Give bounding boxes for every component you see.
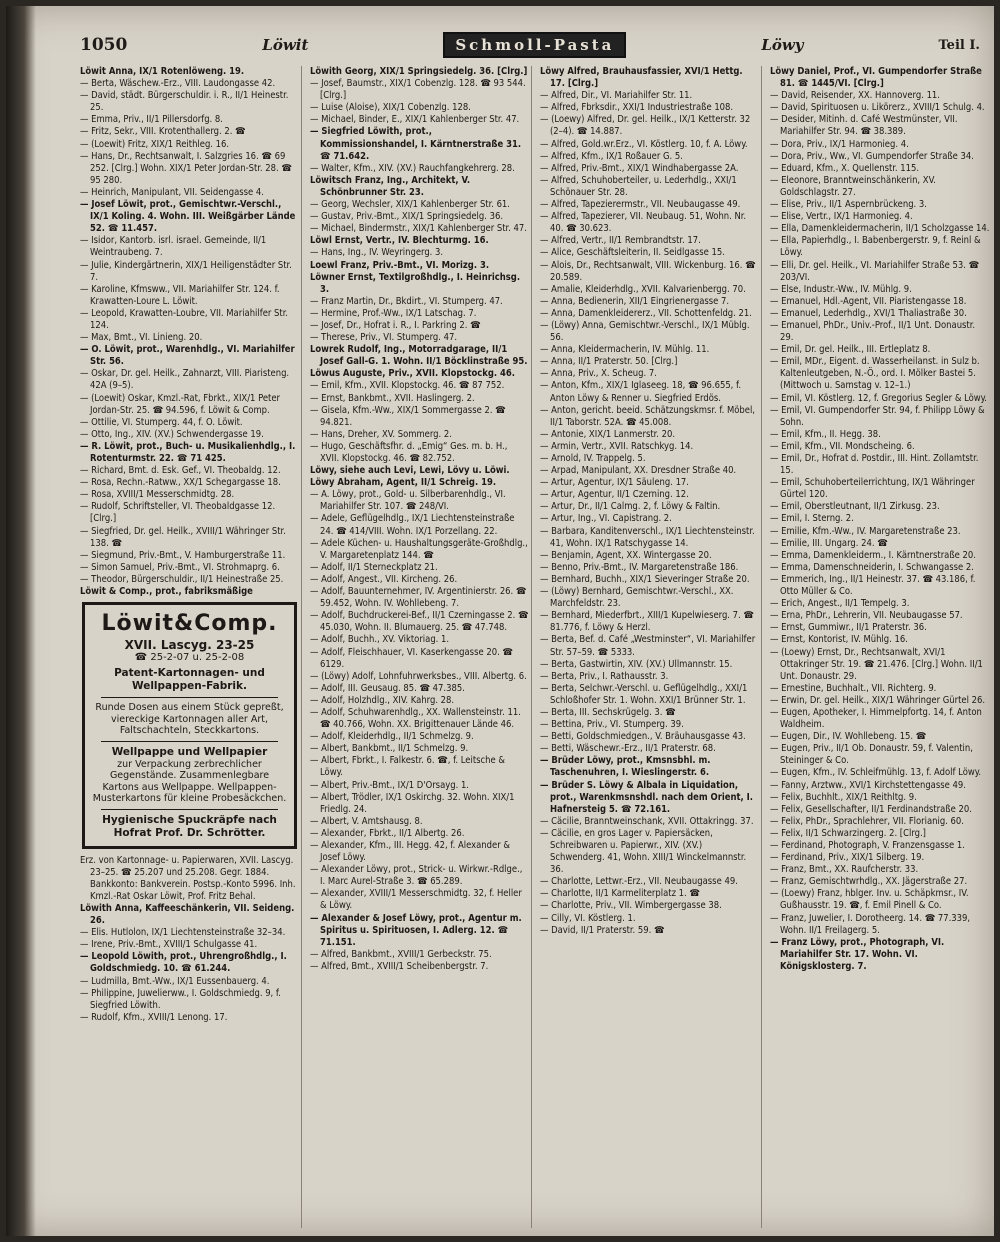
directory-entry: — Else, Industr.-Ww., IV. Mühlg. 9. [770,283,912,295]
directory-entry: — Emil, MDr., Eigent. d. Wasserheilanst. in Sulz b. Kaltenleutgeben, N.-Ö., ord. I. Mölker Bastei 5. (Mittwoch u. Samstag v. 12–1.) [770,356,980,392]
directory-entry: — Emil, Oberstleutnant, II/1 Zirkusg. 23. [770,501,940,513]
directory-entry: — Ferdinand, Photograph, V. Franzensgasse 1. [770,840,965,851]
directory-entry: — Berta, Selchwr.-Verschl. u. Geflügelhdlg., XXI/1 Schloßhofer Str. 1. Wohn. XXI/1 Brünner Str. 1. [540,682,748,706]
ad-heading-2: Wellpappe und Wellpapier [111,745,268,758]
directory-entry: — Alfred, Tapezierermstr., VII. Neubaugasse 49. [540,199,741,211]
directory-entry: — Felix, II/1 Schwarzingerg. 2. [Clrg.] [770,827,926,839]
directory-entry: Löwner Ernst, Textilgroßhdlg., I. Heinrichsg. 3. [310,271,521,295]
ad-divider [101,809,278,810]
directory-entry: — Adele, Geflügelhdlg., IX/1 Liechtensteinstraße 24. ☎ 414/VIII. Wohn. IX/1 Porzellang. 22. [310,513,515,537]
directory-entry: — (Loewy) Ernst, Dr., Rechtsanwalt, XVI/1 Ottakringer Str. 19. ☎ 21.476. [Clrg.] Wohn. II/1 Unt. Donaustr. 29. [770,646,983,682]
directory-entry: — Emil, VI. Köstlerg. 12, f. Gregorius Segler & Löwy. [770,392,987,404]
directory-entry: — A. Löwy, prot., Gold- u. Silberbarenhdlg., VI. Mariahilfer Str. 107. ☎ 248/VI. [310,489,506,513]
header-left-word: Löwit [262,36,309,54]
ad-phone: ☎ 25-2-07 u. 25-2-08 [134,652,245,664]
directory-entry: — Hans, Dr., Rechtsanwalt, I. Salzgries 16. ☎ 69 252. [Clrg.] Wohn. XIX/1 Peter Jordan-Str. 28. ☎ 95 280. [80,150,292,186]
ad-heading-3: Hygienische Spuckräpfe nach Hofrat Prof. Dr. Schrötter. [102,813,277,839]
directory-entry: — Barbara, Kanditenverschl., IX/1 Liechtensteinstr. 41, Wohn. IX/1 Ratschygasse 14. [540,525,755,549]
directory-entry: — Ernst, Kontorist, IV. Mühlg. 16. [770,634,908,646]
directory-entry: — Eugen, Dir., IV. Wohllebeng. 15. ☎ [770,731,927,743]
directory-entry: — Adele Küchen- u. Haushaltungsgeräte-Großhdlg., V. Margaretenplatz 144. ☎ [310,537,528,561]
directory-entry: — Alfred, Bmt., XVIII/1 Scheibenbergstr. 7. [310,960,489,972]
directory-entry: — Emilie, III. Ungarg. 24. ☎ [770,537,888,549]
directory-entry: — Ernst, Bankbmt., XVII. Haslingerg. 2. [310,392,475,404]
directory-entry: — Berta, Wäschew.-Erz., VIII. Laudongasse 42. [80,78,276,90]
directory-entry: Löwith Georg, XIX/1 Springsiedelg. 36. [Clrg.] [310,66,528,77]
directory-entry: — Emil, I. Sterng. 2. [770,513,854,525]
directory-entry: — Georg, Wechsler, XIX/1 Kahlenberger Str. 61. [310,199,510,211]
directory-entry: — Desider, Mitinh. d. Café Westmünster, VII. Mariahilfer Str. 94. ☎ 38.389. [770,114,958,138]
directory-entry: — David, städt. Bürgerschuldir. i. R., II/1 Heinestr. 25. [80,90,289,114]
directory-entry: — Alexander, Kfm., III. Hegg. 42, f. Alexander & Josef Löwy. [310,840,510,864]
directory-entry: — Adolf, Schuhwarenhdlg., XX. Wallensteinstr. 11. ☎ 40.766, Wohn. XX. Brigittenauer Lände 46. [310,706,521,731]
directory-entry: — Albert, Bankbmt., II/1 Schmelzg. 9. [310,743,469,755]
directory-entry: — Hans, Ing., IV. Weyringerg. 3. [310,247,444,259]
directory-entry: — Erwin, Dr. gel. Heilk., XIX/1 Währinger Gürtel 26. [770,694,985,706]
column-3 [540,66,762,1228]
directory-entry: — Alfred, Schuhoberteiler, u. Lederhdlg., XXI/1 Schönauer Str. 28. [540,174,737,198]
directory-entry: Löwy Abraham, Agent, II/1 Schreig. 19. [310,477,497,489]
directory-entry: — Adolf, Holzhdlg., XIV. Kahrg. 28. [310,694,455,706]
directory-entry: — Artur, Agentur, II/1 Czerning. 12. [540,489,689,501]
directory-entry: — Anna, Damenkleidererz., VII. Schottenfeldg. 21. [540,307,752,319]
directory-entry: — Rosa, XVIII/1 Messerschmidtg. 28. [80,489,235,501]
directory-entry: — Elise, Vertr., IX/1 Harmonieg. 4. [770,211,913,223]
directory-entry: — Bernhard, Buchh., XIX/1 Sieveringer Straße 20. [540,573,750,585]
ad-title: Löwit&Comp. [101,611,278,637]
directory-entry: — (Löwy) Adolf, Lohnfuhrwerksbes., VIII. Albertg. 6. [310,670,527,682]
header-part: Teil I. [938,37,980,53]
directory-entry: — Felix, Gesellschafter, II/1 Ferdinandstraße 20. [770,803,972,815]
directory-entry: — Alexander, Fbrkt., II/1 Albertg. 26. [310,827,465,839]
directory-entry: — Charlotte, Lettwr.-Erz., VII. Neubaugasse 49. [540,876,738,888]
directory-entry: — Fanny, Arztww., XVI/1 Kirchstettengasse 49. [770,779,966,791]
directory-entry: — Leopold Löwith, prot., Uhrengroßhdlg., I. Goldschmiedg. 10. ☎ 61.244. [80,951,287,975]
directory-entry: — Emma, Damenkleiderm., I. Kärntnerstraße 20. [770,549,976,561]
directory-entry: — Karoline, Kfmsww., VII. Mariahilfer Str. 124. f. Krawatten-Loure L. Löwit. [80,283,280,307]
directory-entry: — Adolf, II/1 Sterneckplatz 21. [310,561,438,573]
directory-entry: — Alfred, Kfm., IX/1 Roßauer G. 5. [540,150,683,162]
directory-entry: — Simon Samuel, Priv.-Bmt., VI. Strohmaprg. 6. [80,561,280,573]
directory-entry: — Rudolf, Kfm., XVIII/1 Lenong. 17. [80,1011,228,1023]
directory-entry: — Rosa, Rechn.-Ratww., XX/1 Schegargasse 18. [80,477,281,489]
directory-entry: — Eugen, Kfm., IV. Schleifmühlg. 13, f. Adolf Löwy. [770,767,982,779]
directory-entry: — Dora, Priv., IX/1 Harmonieg. 4. [770,138,909,150]
column-4 [770,66,992,1228]
directory-entry: — Anna, II/1 Praterstr. 50. [Clrg.] [540,356,678,368]
directory-entry: — Franz, Bmt., XX. Raufcherstr. 33. [770,864,919,876]
directory-entry: — Artur, Dr., II/1 Calmg. 2, f. Löwy & Faltin. [540,501,721,513]
directory-entry: — R. Löwit, prot., Buch- u. Musikalienhdlg., I. Rotenturmstr. 22. ☎ 71 425. [80,440,296,464]
directory-entry: — Alfred, Bankbmt., XVIII/1 Gerbeckstr. 75. [310,948,492,960]
directory-entry: — Emil, Kfm., VII. Mondscheing. 6. [770,440,915,452]
directory-entry: — Charlotte, Priv., VII. Wimbergergasse 38. [540,900,722,912]
directory-entry: — Emil, VI. Gumpendorfer Str. 94, f. Philipp Löwy & Sohn. [770,404,985,428]
directory-entry: — Ernst, Gummiwr., II/1 Praterstr. 36. [770,622,927,634]
directory-entry: — (Loewy) Alfred, Dr. gel. Heilk., IX/1 Ketterstr. 32 (2–4). ☎ 14.887. [540,114,751,138]
directory-entry: Löwit & Comp., prot., fabriksmäßige [80,586,253,598]
directory-entry: — Hugo, Geschäftsfhr. d. „Emig“ Ges. m. b. H., XVII. Klopstockg. 46. ☎ 82.752. [310,440,508,464]
header-right-word: Löwy [761,36,804,54]
directory-entry: — Alfred, Tapezierer, VII. Neubaug. 51, Wohn. Nr. 40. ☎ 30.623. [540,211,747,235]
directory-entry: — Amalie, Kleiderhdlg., XVII. Kalvarienbergg. 70. [540,283,746,295]
directory-entry: — Dora, Priv., Ww., VI. Gumpendorfer Straße 34. [770,150,974,162]
directory-entry: — Alfred, Dir., VI. Mariahilfer Str. 11. [540,90,693,102]
directory-entry: — Cäcilie, Branntweinschank, XVII. Ottakringg. 37. [540,815,754,827]
directory-entry: — Artur, Agentur, IX/1 Säuleng. 17. [540,477,689,489]
header-banner-ad: Schmoll-Pasta [443,32,626,58]
column-1 [80,66,302,1228]
directory-entry: — Eugen, Apotheker, I. Himmelpfortg. 14, f. Anton Waldheim. [770,706,982,731]
directory-entry: — Heinrich, Manipulant, VII. Seidengasse 4. [80,186,264,198]
directory-entry: — Franz Löwy, prot., Photograph, VI. Mariahilfer Str. 17. Wohn. VI. Königsklosterg. 7. [770,936,945,972]
directory-entry: — Anna, Bedienerin, XII/1 Eingrienergasse 7. [540,295,730,307]
directory-entry: — Emilie, Kfm.-Ww., IV. Margaretenstraße 23. [770,525,961,537]
directory-entry: — Emil, Kfm., II. Hegg. 38. [770,428,881,440]
directory-entry: — Emil, Dr., Hofrat d. Postdir., III. Hint. Zollamtstr. 15. [770,453,979,477]
directory-entry: — Alexander & Josef Löwy, prot., Agentur m. Spiritus u. Spirituosen, I. Adlerg. 12. ☎ 71.151. [310,912,522,948]
directory-entry: — Betti, Wäschewr.-Erz., II/1 Praterstr. 68. [540,743,716,755]
directory-entry: — David, Spirituosen u. Likörerz., XVIII/1 Schulg. 4. [770,102,985,114]
directory-entry: — Berta, Priv., I. Rathausstr. 3. [540,670,669,682]
directory-entry: — (Loewy) Franz, hblger. Inv. u. Schäpkmsr., IV. Gußhausstr. 19. ☎, f. Emil Pinell & Co. [770,888,969,912]
directory-entry: — Fritz, Sekr., VIII. Krotenthallerg. 2. ☎ [80,126,246,138]
directory-entry: — Armin, Vertr., XVII. Ratschkyg. 14. [540,440,694,452]
page-header [80,32,980,58]
directory-entry: — Michael, Bindermstr., XIX/1 Kahlenberger Str. 47. [310,223,527,235]
directory-entry: — Emanuel, PhDr., Univ.-Prof., II/1 Unt. Donaustr. 29. [770,319,976,344]
directory-entry: — (Löwy) Bernhard, Gemischtwr.-Verschl., XX. Marchfeldstr. 23. [540,586,734,610]
directory-entry: — Albert, Fbrkt., I. Falkestr. 6. ☎, f. Leitsche & Löwy. [310,755,505,779]
directory-entry: Loewl Franz, Priv.-Bmt., VI. Morizg. 3. [310,259,490,271]
directory-entry: — Alexander, XVIII/1 Messerschmidtg. 32, f. Heller & Löwy. [310,888,522,912]
directory-entry: — Otto, Ing., XIV. (XV.) Schwendergasse 19. [80,428,264,440]
directory-entry: — Ernestine, Buchhalt., VII. Richterg. 9. [770,682,937,694]
directory-entry: — Elise, Priv., II/1 Aspernbrückeng. 3. [770,199,927,211]
directory-entry: — Alice, Geschäftsleiterin, II. Seidlgasse 15. [540,247,725,259]
directory-entry: — O. Löwit, prot., Warenhdlg., VI. Mariahilfer Str. 56. [80,344,295,368]
directory-entry: — Brüder Löwy, prot., Kmsnsbhl. m. Taschenuhren, I. Wieslingerstr. 6. [540,755,711,779]
directory-entry: Löwy Alfred, Brauhausfassier, XVI/1 Hettg. 17. [Clrg.] [540,66,743,90]
directory-entry: — Siegfried, Dr. gel. Heilk., XVIII/1 Währinger Str. 138. ☎ [80,525,286,549]
directory-entry: — Eleonore, Branntweinschänkerin, XV. Goldschlagstr. 27. [770,174,936,198]
directory-entry: Löwy, siehe auch Levi, Lewi, Lövy u. Löwi. [310,465,510,477]
directory-entry: — Elis. Hutlolon, IX/1 Liechtensteinstraße 32–34. [80,927,286,939]
directory-entry: Löwl Ernst, Vertr., IV. Blechturmg. 16. [310,235,489,247]
directory-entry: — Eduard, Kfm., X. Quellenstr. 115. [770,162,920,174]
directory-entry: — Josef, Baumstr., XIX/1 Cobenzlg. 128. ☎ 93 544. [Clrg.] [310,78,526,102]
directory-entry: — Cilly, VI. Köstlerg. 1. [540,912,636,924]
directory-entry: — Isidor, Kantorb. isrl. israel. Gemeinde, II/1 Weintraubeng. 7. [80,235,267,259]
directory-entry: — Adolf, Fleischhauer, VI. Kaserkengasse 20. ☎ 6129. [310,646,513,670]
directory-entry: — Franz, Juwelier, I. Dorotheerg. 14. ☎ 77.339, Wohn. II/1 Freilagerg. 5. [770,912,971,936]
directory-entry: — Emmerich, Ing., II/1 Heinestr. 37. ☎ 43.186, f. Otto Müller & Co. [770,573,976,598]
directory-entry: — Bernhard, Miederfbrt., XIII/1 Kupelwieserg. 7. ☎ 81.776, f. Löwy & Herzl. [540,610,754,634]
directory-entry: — Anna, Kleidermacherin, IV. Mühlg. 11. [540,344,710,356]
directory-entry: — (Loewit) Oskar, Kmzl.-Rat, Fbrkt., XIX/1 Peter Jordan-Str. 25. ☎ 94.596, f. Löwit & Comp. [80,392,280,416]
ad-address: XVII. Lascyg. 23-25 [124,638,255,653]
directory-entry: — Anton, gericht. beeid. Schätzungskmsr. f. Möbel, II/1 Taborstr. 52A. ☎ 45.008. [540,404,755,428]
advertisement-loewit-comp [82,602,297,849]
directory-entry: — Bettina, Priv., VI. Stumperg. 39. [540,719,684,731]
directory-entry: — (Loewit) Fritz, XIX/1 Reithleg. 16. [80,138,230,150]
directory-entry: — Adolf, Buchdruckerei-Bef., II/1 Czerningasse 2. ☎ 45.030, Wohn. II. Blumauerg. 25. ☎ 47.748. [310,610,529,634]
directory-entry: Erz. von Kartonnage- u. Papierwaren, XVII. Lascyg. 23–25. ☎ 25.207 und 25.208. Gegr. 1884. Bankkonto: Bankverein. Postsp.-Konto 5996. Inh. Kmzl.-Rat Oskar Löwit, Prof. Fritz Behal. [80,854,296,902]
directory-entry: — Alfred, Priv.-Bmt., XIX/1 Windhabergasse 2A. [540,162,739,174]
directory-entry: — Berta, III. Sechskrügelg. 3. ☎ [540,706,676,718]
directory-entry: — Erich, Angest., II/1 Tempelg. 3. [770,598,910,610]
directory-entry: — Albert, Priv.-Bmt., IX/1 D'Orsayg. 1. [310,779,469,791]
directory-entry: — Franz, Gemischtwrhdlg., XX. Jägerstraße 27. [770,876,968,888]
directory-entry: Löwitsch Franz, Ing., Architekt, V. Schönbrunner Str. 23. [310,174,471,198]
directory-entry: — (Löwy) Anna, Gemischtwr.-Verschl., IX/1 Müblg. 56. [540,319,750,344]
directory-entry: — Richard, Bmt. d. Esk. Gef., VI. Theobaldg. 12. [80,465,281,477]
directory-entry: — Luise (Aloise), XIX/1 Cobenzlg. 128. [310,102,471,114]
directory-entry: — Anna, Priv., X. Scheug. 7. [540,368,657,380]
directory-entry: — Alfred, Fbrksdir., XXI/1 Industriestraße 108. [540,102,734,114]
directory-entry: — Emil, Kfm., XVII. Klopstockg. 46. ☎ 87 752. [310,380,505,392]
directory-entry: — Albert, Trödler, IX/1 Oskirchg. 32. Wohn. XIX/1 Friedlg. 24. [310,791,515,815]
directory-entry: — Emanuel, Lederhdlg., XVI/1 Thaliastraße 30. [770,307,967,319]
directory-entry: — Adolf, Kleiderhdlg., II/1 Schmelzg. 9. [310,731,474,743]
directory-entry: — Josef Löwit, prot., Gemischtwr.-Verschl., IX/1 Koling. 4. Wohn. III. Weißgärber Lände 52. ☎ 11.457. [80,199,296,235]
ad-divider [101,697,278,698]
directory-entry: — Adolf, Angest., VII. Kircheng. 26. [310,573,458,585]
ad-heading: Patent-Kartonnagen- und Wellpappen-Fabrik. [114,667,265,693]
directory-entry: — Oskar, Dr. gel. Heilk., Zahnarzt, VIII. Piaristeng. 42A (9–5). [80,368,290,392]
directory-entry: — Anton, Kfm., XIX/1 Iglaseeg. 18, ☎ 96.655, f. Anton Löwy & Renner u. Siegfried Erdös. [540,380,741,404]
directory-entry: — Philippine, Juwelierww., I. Goldschmiedg. 9, f. Siegfried Löwith. [80,987,281,1011]
directory-entry: Lowrek Rudolf, Ing., Motorradgarage, II/1 Josef Gall-G. 1. Wohn. II/1 Böcklinstraße 95. [310,344,528,368]
directory-entry: — Josef, Dr., Hofrat i. R., I. Parkring 2. ☎ [310,319,481,331]
directory-entry: — Emanuel, Hdl.-Agent, VII. Piaristengasse 18. [770,295,967,307]
directory-entry: — Emma, Priv., II/1 Pillersdorfg. 8. [80,114,223,126]
directory-entry: — Rudolf, Schriftsteller, VI. Theobaldgasse 12. [Clrg.] [80,501,276,525]
directory-entry: — Albert, V. Amtshausg. 8. [310,815,423,827]
directory-entry: — David, Reisender, XX. Hannoverg. 11. [770,90,940,102]
directory-entry: — Artur, Ing., VI. Capistrang. 2. [540,513,672,525]
directory-entry: — Adolf, Buchh., XV. Viktoriag. 1. [310,634,450,646]
directory-entry: — Alfred, Vertr., II/1 Rembrandtstr. 17. [540,235,701,247]
directory-entry: — Hans, Dreher, XV. Sommerg. 2. [310,428,452,440]
ad-divider [101,741,278,742]
directory-entry: — Felix, PhDr., Sprachlehrer, VII. Florianig. 60. [770,815,964,827]
directory-entry: — Leopold, Krawatten-Loubre, VII. Mariahilfer Str. 124. [80,307,288,331]
directory-page [6,6,994,1236]
directory-entry: — Alois, Dr., Rechtsanwalt, VIII. Wickenburg. 16. ☎ 20.589. [540,259,756,283]
entry-columns [80,66,990,1228]
directory-entry: — Alexander Löwy, prot., Strick- u. Wirkwr.-Rdlge., I. Marc Aurel-Straße 3. ☎ 65.289. [310,864,523,888]
ad-text-2: zur Verpackung zerbrechlicher Gegenstände. Zusammenlegbare Kartons aus Wellpappe. Wellpappen-Musterkartons für kleine Probesäckchen. [92,758,287,805]
directory-entry: — Benno, Priv.-Bmt., IV. Margaretenstraße 186. [540,561,739,573]
directory-entry: — Charlotte, II/1 Karmeliterplatz 1. ☎ [540,888,700,900]
directory-entry: — Walter, Kfm., XIV. (XV.) Rauchfangkehrerg. 28. [310,162,515,174]
directory-entry: — Antonie, XIX/1 Lanmerstr. 20. [540,428,676,440]
directory-entry: — Cäcilie, en gros Lager v. Papiersäcken, Schreibwaren u. Papierwr., XIV. (XV.) Schwenderg. 41, Wohn. XIII/1 Winckelmannstr. 36. [540,827,747,876]
directory-entry: — Ludmilla, Bmt.-Ww., IX/1 Eussenbauerg. 4. [80,975,270,987]
directory-entry: — Ella, Damenkleidermacherin, II/1 Scholzgasse 14. [770,223,990,235]
directory-entry: — Ottilie, VI. Stumperg. 44, f. O. Löwit. [80,416,243,428]
column-2 [310,66,532,1228]
directory-entry: — Ella, Papierhdlg., I. Babenbergerstr. 9, f. Reinl & Löwy. [770,235,981,259]
directory-entry: — Gustav, Priv.-Bmt., XIX/1 Springsiedelg. 36. [310,211,504,223]
directory-entry: — Adolf, III. Geusaug. 85. ☎ 47.385. [310,682,465,694]
directory-entry: Löwus Auguste, Priv., XVII. Klopstockg. 46. [310,368,515,380]
directory-entry: — Gisela, Kfm.-Ww., XIX/1 Sommergasse 2. ☎ 94.821. [310,404,506,428]
directory-entry: — Brüder S. Löwy & Albala in Liquidation, prot., Warenkmsnshdl. nach dem Orient, I. Hafnersteig 5. ☎ 72.161. [540,779,754,815]
directory-entry: — Ferdinand, Priv., XIX/1 Silberg. 19. [770,852,925,864]
directory-entry: — Emil, Dr. gel. Heilk., III. Ertleplatz 8. [770,344,931,356]
directory-entry: — Siegfried Löwith, prot., Kommissionshandel, I. Kärntnerstraße 31. ☎ 71.642. [310,126,522,162]
directory-entry: — Benjamin, Agent, XX. Wintergasse 20. [540,549,712,561]
directory-entry: — Arnold, IV. Trappelg. 5. [540,453,646,464]
directory-entry: — Max, Bmt., VI. Linieng. 20. [80,332,203,344]
directory-entry: — Arpad, Manipulant, XX. Dresdner Straße 40. [540,465,737,477]
directory-entry: — David, II/1 Praterstr. 59. ☎ [540,924,665,936]
directory-entry: — Betti, Goldschmiedgen., V. Bräuhausgasse 43. [540,731,746,743]
page-edge-shadow [6,6,36,1236]
directory-entry: — Adolf, Bauunternehmer, IV. Argentinierstr. 26. ☎ 59.452, Wohn. IV. Wohllebeng. 7. [310,586,527,610]
page-number: 1050 [80,35,128,55]
directory-entry: — Hermine, Prof.-Ww., IX/1 Latschag. 7. [310,307,477,319]
directory-entry: — Alfred, Gold.wr.Erz., VI. Köstlerg. 10, f. A. Löwy. [540,138,748,150]
directory-entry: — Franz Martin, Dr., Bkdirt., VI. Stumperg. 47. [310,295,503,307]
directory-entry: — Emma, Damenschneiderin, I. Schwangasse 2. [770,561,974,573]
directory-entry: — Berta, Gastwirtin, XIV. (XV.) Ullmannstr. 15. [540,658,733,670]
directory-entry: Löwy Daniel, Prof., VI. Gumpendorfer Straße 81. ☎ 1445/VI. [Clrg.] [770,66,982,90]
directory-entry: — Therese, Priv., VI. Stumperg. 47. [310,332,458,344]
directory-entry: — Emil, Schuhoberteilerrichtung, IX/1 Währinger Gürtel 120. [770,477,975,501]
directory-entry: Löwit Anna, IX/1 Rotenlöweng. 19. [80,66,245,77]
directory-entry: — Felix, Buchhlt., XIX/1 Reithltg. 9. [770,791,917,803]
ad-text-1: Runde Dosen aus einem Stück gepreßt, viereckige Kartonnagen aller Art, Faltschachteln, Steckkartons. [95,702,284,737]
directory-entry: — Berta, Bef. d. Café „Westminster“, VI. Mariahilfer Str. 57–59. ☎ 5333. [540,634,756,658]
directory-entry: — Siegmund, Priv.-Bmt., V. Hamburgerstraße 11. [80,549,286,561]
directory-entry: — Michael, Binder, E., XIX/1 Kahlenberger Str. 47. [310,114,520,126]
directory-entry: — Irene, Priv.-Bmt., XVIII/1 Schulgasse 41. [80,939,258,951]
directory-entry: — Theodor, Bürgerschuldir., II/1 Heinestraße 25. [80,573,284,585]
directory-entry: Löwith Anna, Kaffeeschänkerin, VII. Seideng. 26. [80,903,295,927]
directory-entry: — Julie, Kindergärtnerin, XIX/1 Heiligenstädter Str. 7. [80,259,292,283]
directory-entry: — Eugen, Priv., II/1 Ob. Donaustr. 59, f. Valentin, Steininger & Co. [770,743,973,767]
directory-entry: — Erna, PhDr., Lehrerin, VII. Neubaugasse 57. [770,610,963,622]
directory-entry: — Elli, Dr. gel. Heilk., VI. Mariahilfer Straße 53. ☎ 203/VI. [770,259,980,283]
